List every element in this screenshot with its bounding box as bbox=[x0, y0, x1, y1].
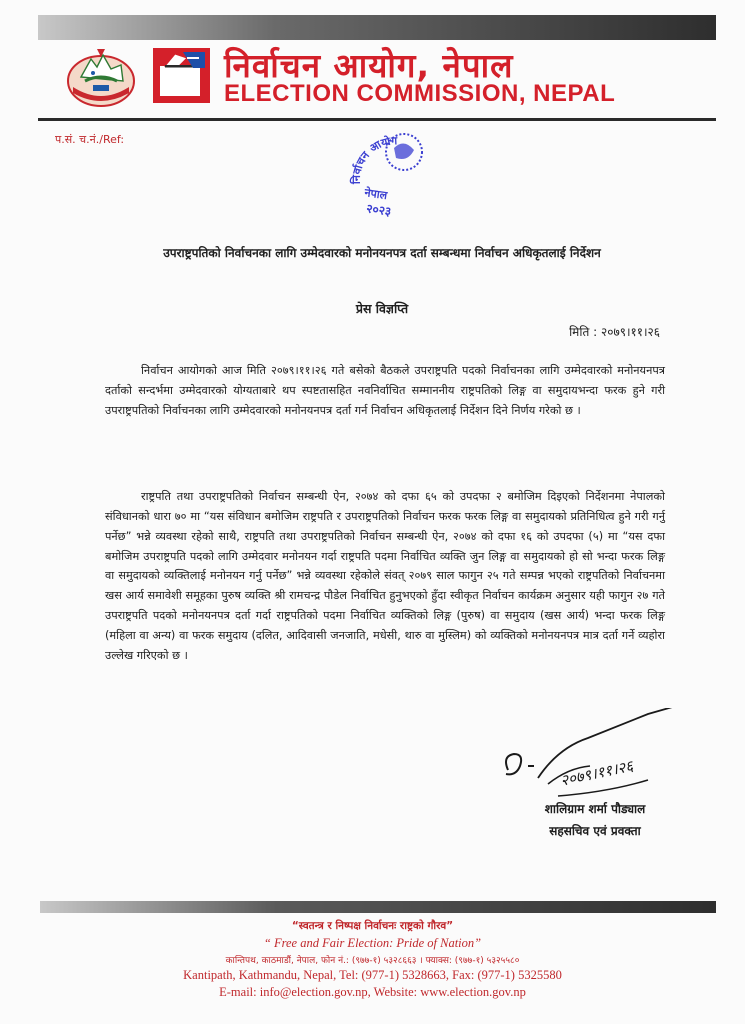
organization-title-english: ELECTION COMMISSION, NEPAL bbox=[224, 80, 616, 107]
reference-label: प.सं. च.नं./Ref: bbox=[55, 133, 125, 146]
nepal-emblem-icon bbox=[63, 43, 139, 109]
stamp-country: नेपाल bbox=[363, 186, 388, 203]
signature-date: २०७९।११।२६ bbox=[558, 756, 635, 790]
header-top-bar bbox=[38, 15, 716, 40]
document-heading: प्रेस विज्ञप्ति bbox=[355, 301, 409, 316]
handwritten-signature bbox=[498, 708, 683, 803]
document-subject: उपराष्ट्रपतिको निर्वाचनका लागि उम्मेदवारको मनोनयनपत्र दर्ता सम्बन्धमा निर्वाचन अधिकृतलाई निर्देशन bbox=[163, 246, 601, 260]
body-paragraph-2: राष्ट्रपति तथा उपराष्ट्रपतिको निर्वाचन सम्बन्धी ऐन, २०७४ को दफा ६५ को उपदफा २ बमोजिम दिइएको निर्देशनमा नेपालको संविधानको धारा ७० मा “यस संविधान बमोजिम राष्ट्रपति र उपराष्ट्रपतिको निर्वाचन फरक फरक लिङ्ग वा समुदायको प्रतिनिधित्व हुने गरी गर्नु पर्नेछ” भन्ने व्यवस्था रहेको साथै, राष्ट्रपति तथा उपराष्ट्रपतिको निर्वाचन सम्बन्धी ऐन, २०७४ को दफा १६ को उपदफा (५) मा “यस दफा बमोजिम उपराष्ट्रपति पदको लागि उम्मेदवार मनोनयन गर्दा राष्ट्रपति पदमा निर्वाचित व्यक्ति जुन लिङ्ग वा समुदायको हो सो भन्दा फरक लिङ्ग वा समुदायको व्यक्तिलाई मनोनयन गर्नु पर्नेछ” भन्ने व्यवस्था रहेकोले संवत् २०७९ साल फागुन २५ गते सम्पन्न भएको राष्ट्रपतिको निर्वाचनमा खस आर्य समावेशी समूहका पुरुष व्यक्ति श्री रामचन्द्र पौडेल निर्वाचित हुनुभएको हुँदा स्वीकृत निर्वाचन कार्यक्रम अनुसार यही फागुन २७ गते उपराष्ट्रपति पदको मनोनयनपत्र दर्ता गर्दा राष्ट्रपतिको पदमा निर्वाचित व्यक्तिको लिङ्ग (पुरुष) वा समुदाय (खस आर्य) भन्दा फरक लिङ्ग (महिला वा अन्य) वा फरक समुदाय (दलित, आदिवासी जनजाति, मधेसी, थारु वा मुस्लिम) को व्यक्तिको मनोनयनपत्र मात्र दर्ता गर्ने व्यहोरा उल्लेख गरिएको छ । bbox=[105, 490, 665, 662]
signatory-name: शालिग्राम शर्मा पौड्याल bbox=[544, 802, 646, 816]
footer-bar bbox=[40, 901, 716, 913]
organization-title-nepali: निर्वाचन आयोग, नेपाल bbox=[224, 46, 514, 85]
election-ballot-box-logo-icon bbox=[153, 48, 210, 103]
official-stamp-icon bbox=[338, 118, 440, 220]
footer-address-english: Kantipath, Kathmandu, Nepal, Tel: (977-1) 5328663, Fax: (977-1) 5325580 bbox=[183, 968, 562, 982]
stamp-year: २०२३ bbox=[365, 201, 393, 219]
footer-motto-english: “ Free and Fair Election: Pride of Nation” bbox=[263, 936, 482, 950]
document-date: मिति : २०७९।११।२६ bbox=[569, 325, 660, 339]
body-paragraph-1: निर्वाचन आयोगको आज मिति २०७९।११।२६ गते बसेको बैठकले उपराष्ट्रपति पदको निर्वाचनका लागि उम्मेदवारको मनोनयनपत्र दर्ताको सन्दर्भमा उम्मेदवारको योग्यताबारे थप स्पष्टतासहित नवनिर्वाचित सम्माननीय राष्ट्रपतिको लिङ्ग वा समुदायभन्दा फरक हुने गरी उपराष्ट्रपतिको निर्वाचनका लागि उम्मेदवारको मनोनयनपत्र दर्ता गर्न निर्वाचन अधिकृतलाई निर्देशन दिने निर्णय गरेको छ । bbox=[105, 364, 665, 417]
footer-address-nepali: कान्तिपथ, काठमाडौं, नेपाल, फोन नं.: (९७७-१) ५३२८६६३ । फ्याक्स: (९७७-१) ५३२५५८० bbox=[225, 956, 520, 966]
footer-motto-nepali: “स्वतन्त्र र निष्पक्ष निर्वाचनः राष्ट्रको गौरव” bbox=[291, 920, 454, 932]
footer-contact: E-mail: info@election.gov.np, Website: www.election.gov.np bbox=[219, 985, 526, 999]
stamp-arc-text: निर्वाचन आयोग bbox=[349, 134, 398, 185]
signatory-title: सहसचिव एवं प्रवक्ता bbox=[549, 824, 641, 838]
